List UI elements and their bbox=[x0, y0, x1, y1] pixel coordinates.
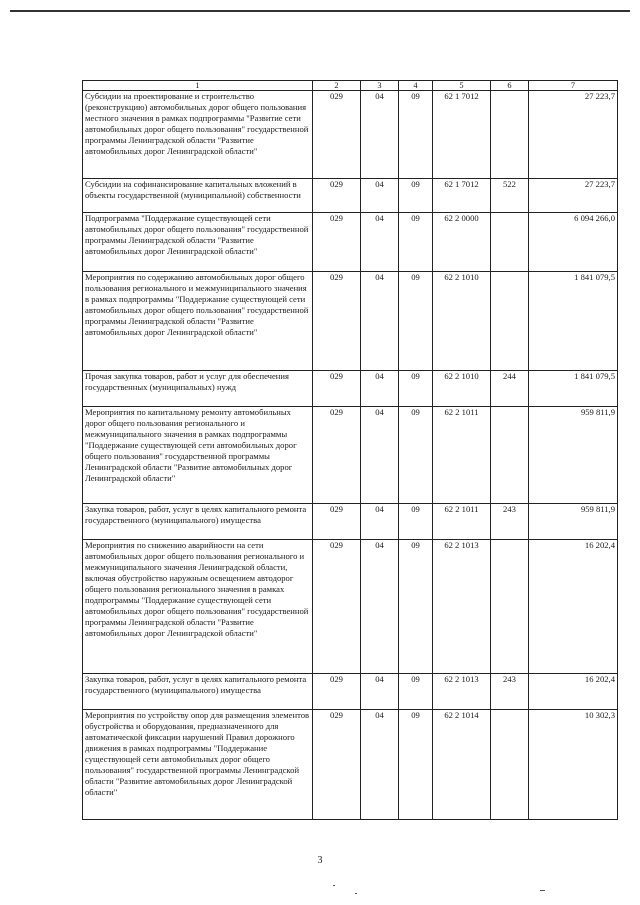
row-code-2: 029 bbox=[313, 710, 361, 820]
row-code-2: 029 bbox=[313, 674, 361, 710]
row-code-5: 62 2 1011 bbox=[433, 504, 491, 540]
row-code-4: 09 bbox=[399, 272, 433, 371]
row-code-5: 62 1 7012 bbox=[433, 91, 491, 179]
row-amount: 27 223,7 bbox=[529, 91, 618, 179]
row-name: Субсидии на проектирование и строительство (реконструкцию) автомобильных дорог общего пользования местного значения в рамках подпрограммы "Развитие сети автомобильных дорог общего пользования" государственной программы Ленинградской области "Развитие автомобильных дорог Ленинградской области" bbox=[83, 91, 313, 179]
row-name: Мероприятия по капитальному ремонту автомобильных дорог общего пользования регионального и межмуниципального значения в рамках подпрограммы "Поддержание существующей сети автомобильных дорог общего пользования" государственной программы Ленинградской области "Развитие автомобильных дорог Ленинградской области" bbox=[83, 407, 313, 504]
header-cell: 5 bbox=[433, 81, 491, 91]
row-name: Прочая закупка товаров, работ и услуг для обеспечения государственных (муниципальных) нужд bbox=[83, 371, 313, 407]
row-code-5: 62 2 1010 bbox=[433, 272, 491, 371]
row-code-4: 09 bbox=[399, 540, 433, 674]
table-row bbox=[83, 213, 618, 272]
row-code-4: 09 bbox=[399, 504, 433, 540]
row-amount: 959 811,9 bbox=[529, 504, 618, 540]
row-code-6 bbox=[491, 540, 529, 674]
row-name: Мероприятия по снижению аварийности на сети автомобильных дорог общего пользования регионального и межмуниципального значения Ленинградской области, включая обустройство наружным освещением автодорог общего пользования регионального значения в рамках подпрограммы "Поддержание существующей сети автомобильных дорог общего пользования" государственной программы Ленинградской области "Развитие автомобильных дорог Ленинградской области" bbox=[83, 540, 313, 674]
table-row bbox=[83, 272, 618, 371]
table-row bbox=[83, 91, 618, 179]
header-cell: 4 bbox=[399, 81, 433, 91]
row-amount: 10 302,3 bbox=[529, 710, 618, 820]
header-cell: 1 bbox=[83, 81, 313, 91]
row-code-3: 04 bbox=[361, 371, 399, 407]
row-amount: 1 841 079,5 bbox=[529, 371, 618, 407]
row-code-5: 62 2 1014 bbox=[433, 710, 491, 820]
row-code-3: 04 bbox=[361, 407, 399, 504]
row-code-6: 522 bbox=[491, 179, 529, 213]
row-name: Мероприятия по устройству опор для размещения элементов обустройства и оборудования, предназначенного для автоматической фиксации нарушений Правил дорожного движения в рамках подпрограммы "Поддержание существующей сети автомобильных дорог общего пользования" государственной программы Ленинградской области "Развитие автомобильных дорог Ленинградской области" bbox=[83, 710, 313, 820]
row-code-3: 04 bbox=[361, 179, 399, 213]
header-cell: 6 bbox=[491, 81, 529, 91]
table-row bbox=[83, 710, 618, 820]
scan-speck bbox=[333, 885, 335, 886]
row-code-5: 62 1 7012 bbox=[433, 179, 491, 213]
row-amount: 959 811,9 bbox=[529, 407, 618, 504]
row-amount: 27 223,7 bbox=[529, 179, 618, 213]
table-row bbox=[83, 407, 618, 504]
table-row bbox=[83, 540, 618, 674]
row-name: Субсидии на софинансирование капитальных вложений в объекты государственной (муниципальной) собственности bbox=[83, 179, 313, 213]
row-code-3: 04 bbox=[361, 540, 399, 674]
row-name: Закупка товаров, работ, услуг в целях капитального ремонта государственного (муниципального) имущества bbox=[83, 674, 313, 710]
top-border-line bbox=[10, 10, 630, 12]
row-code-5: 62 2 1013 bbox=[433, 540, 491, 674]
row-name: Мероприятия по содержанию автомобильных дорог общего пользования регионального и межмуниципального значения в рамках подпрограммы "Поддержание существующей сети автомобильных дорог общего пользования" государственной программы Ленинградской области "Развитие автомобильных дорог Ленинградской области" bbox=[83, 272, 313, 371]
row-code-6 bbox=[491, 213, 529, 272]
row-amount: 1 841 079,5 bbox=[529, 272, 618, 371]
row-code-2: 029 bbox=[313, 540, 361, 674]
row-code-3: 04 bbox=[361, 504, 399, 540]
row-name: Подпрограмма "Поддержание существующей сети автомобильных дорог общего пользования" государственной программы Ленинградской области "Развитие автомобильных дорог Ленинградской области" bbox=[83, 213, 313, 272]
row-code-4: 09 bbox=[399, 407, 433, 504]
table-row bbox=[83, 179, 618, 213]
header-cell: 2 bbox=[313, 81, 361, 91]
row-code-3: 04 bbox=[361, 272, 399, 371]
row-code-2: 029 bbox=[313, 504, 361, 540]
row-code-5: 62 2 1013 bbox=[433, 674, 491, 710]
row-code-3: 04 bbox=[361, 91, 399, 179]
row-code-3: 04 bbox=[361, 710, 399, 820]
row-code-4: 09 bbox=[399, 91, 433, 179]
row-code-4: 09 bbox=[399, 371, 433, 407]
row-code-3: 04 bbox=[361, 213, 399, 272]
row-code-2: 029 bbox=[313, 407, 361, 504]
table-header-row bbox=[83, 81, 618, 91]
row-code-6 bbox=[491, 407, 529, 504]
row-code-2: 029 bbox=[313, 179, 361, 213]
row-code-5: 62 2 1010 bbox=[433, 371, 491, 407]
row-code-6: 243 bbox=[491, 674, 529, 710]
row-code-4: 09 bbox=[399, 710, 433, 820]
row-code-6 bbox=[491, 272, 529, 371]
scan-speck bbox=[355, 893, 357, 894]
row-code-6 bbox=[491, 91, 529, 179]
row-code-5: 62 2 1011 bbox=[433, 407, 491, 504]
row-amount: 6 094 266,0 bbox=[529, 213, 618, 272]
table-row bbox=[83, 371, 618, 407]
row-code-4: 09 bbox=[399, 213, 433, 272]
row-code-2: 029 bbox=[313, 213, 361, 272]
budget-table bbox=[82, 80, 618, 820]
table-row bbox=[83, 674, 618, 710]
page-number: 3 bbox=[317, 855, 323, 866]
table-row bbox=[83, 504, 618, 540]
row-code-5: 62 2 0000 bbox=[433, 213, 491, 272]
scan-speck bbox=[540, 890, 545, 891]
row-code-2: 029 bbox=[313, 272, 361, 371]
row-code-6 bbox=[491, 710, 529, 820]
row-code-2: 029 bbox=[313, 91, 361, 179]
row-code-3: 04 bbox=[361, 674, 399, 710]
row-code-6: 243 bbox=[491, 504, 529, 540]
header-cell: 3 bbox=[361, 81, 399, 91]
header-cell: 7 bbox=[529, 81, 618, 91]
row-amount: 16 202,4 bbox=[529, 540, 618, 674]
row-code-6: 244 bbox=[491, 371, 529, 407]
row-name: Закупка товаров, работ, услуг в целях капитального ремонта государственного (муниципального) имущества bbox=[83, 504, 313, 540]
row-amount: 16 202,4 bbox=[529, 674, 618, 710]
row-code-2: 029 bbox=[313, 371, 361, 407]
row-code-4: 09 bbox=[399, 674, 433, 710]
row-code-4: 09 bbox=[399, 179, 433, 213]
